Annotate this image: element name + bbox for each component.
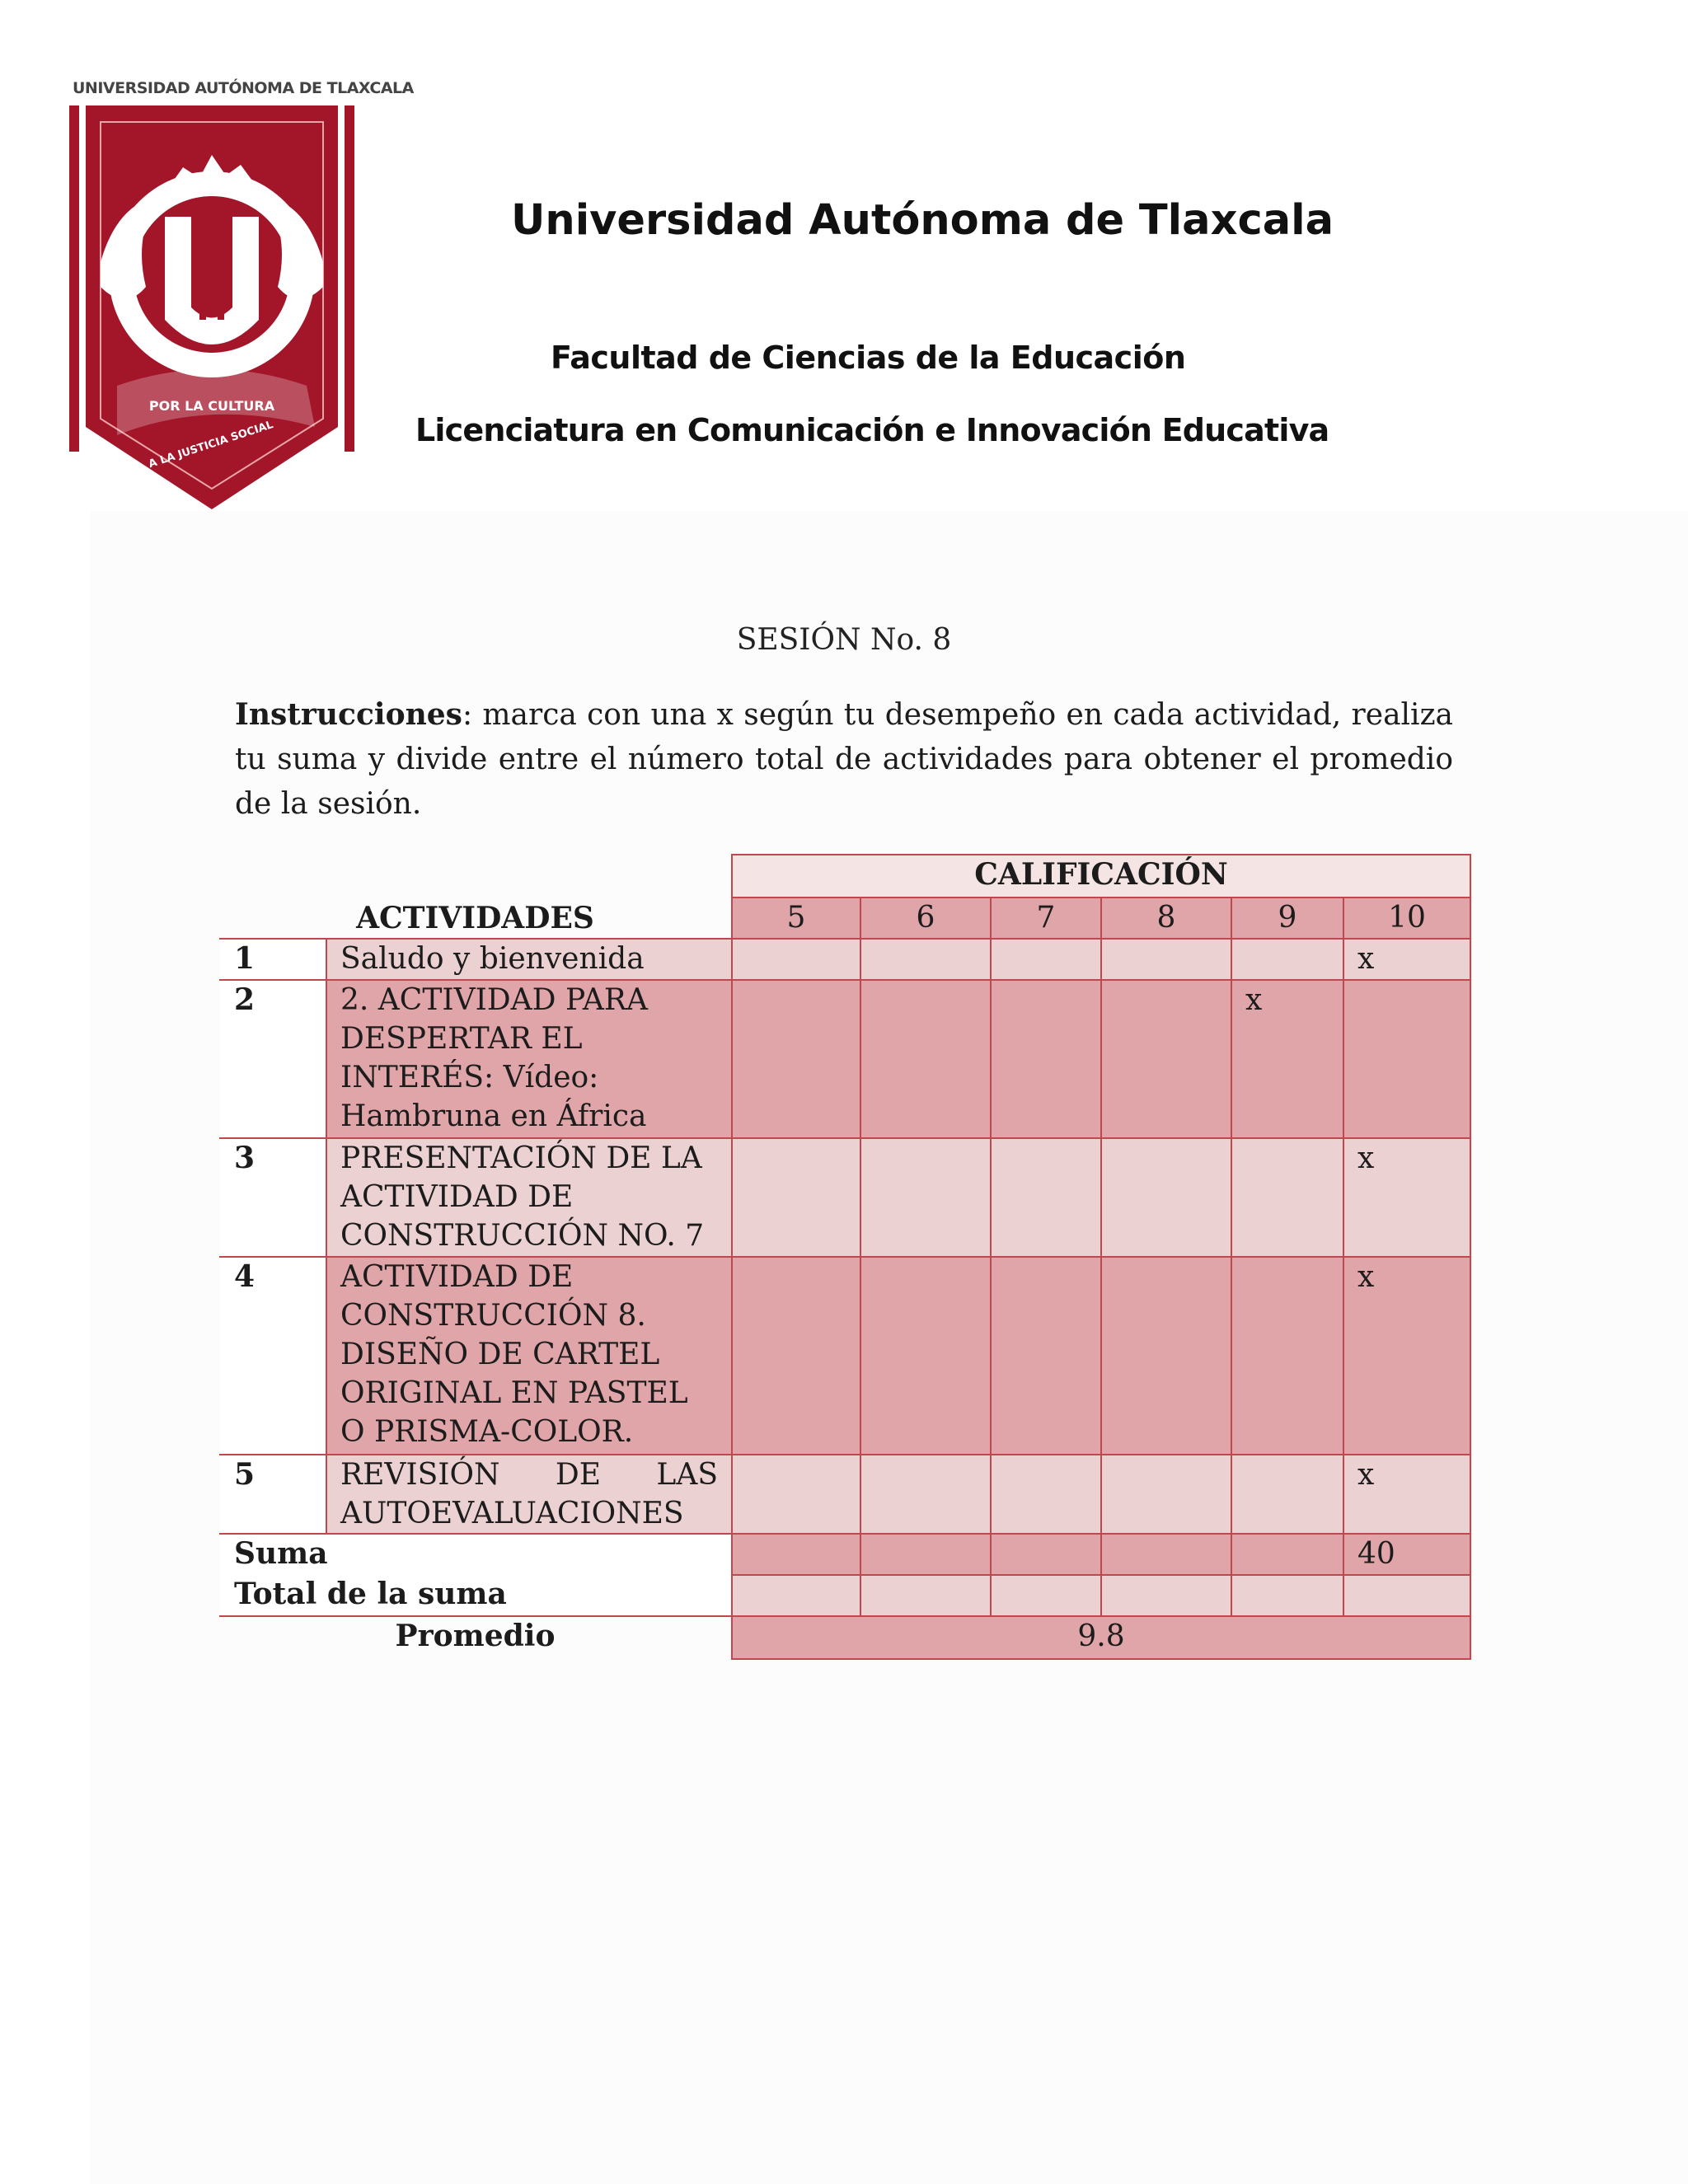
instructions-label: Instrucciones (235, 697, 462, 732)
sum-cell (860, 1534, 991, 1575)
grade-mark-cell[interactable] (860, 1138, 991, 1257)
sum-label: Suma (219, 1534, 732, 1575)
grade-mark-cell[interactable] (1101, 939, 1231, 980)
average-label: Promedio (395, 1619, 556, 1653)
sum-cell (991, 1534, 1101, 1575)
grade-mark-cell[interactable]: x (1343, 939, 1470, 980)
grade-column-header: 8 (1101, 898, 1231, 939)
grade-mark-cell[interactable]: x (1231, 980, 1343, 1138)
row-number: 5 (219, 1455, 326, 1534)
grade-mark-cell[interactable] (732, 980, 860, 1138)
grade-mark-cell[interactable] (1101, 1257, 1231, 1455)
total-cell (991, 1575, 1101, 1616)
grade-column-header: 10 (1343, 898, 1470, 939)
grade-mark-cell[interactable] (732, 1138, 860, 1257)
grade-mark-cell[interactable] (860, 1257, 991, 1455)
grade-mark-cell[interactable] (860, 1455, 991, 1534)
total-cell (860, 1575, 991, 1616)
table-row (219, 1257, 1470, 1455)
grade-mark-cell[interactable] (991, 980, 1101, 1138)
svg-text:A LA JUSTICIA SOCIAL: A LA JUSTICIA SOCIAL (147, 419, 275, 471)
total-label: Total de la suma (219, 1575, 732, 1616)
grade-mark-cell[interactable] (991, 1138, 1101, 1257)
grade-mark-cell[interactable]: x (1343, 1257, 1470, 1455)
activities-header: ACTIVIDADES (219, 855, 732, 939)
total-row (219, 1575, 1470, 1616)
activity-name: Saludo y bienvenida (326, 939, 732, 980)
grade-mark-cell[interactable] (732, 1455, 860, 1534)
grade-column-header: 9 (1231, 898, 1343, 939)
sum-row (219, 1534, 1470, 1575)
table-row (219, 939, 1470, 980)
grade-mark-cell[interactable] (1231, 939, 1343, 980)
shield-logo-icon (68, 73, 414, 518)
average-value: 9.8 (732, 1616, 1470, 1659)
grade-column-header: 6 (860, 898, 991, 939)
grade-mark-cell[interactable] (1231, 1138, 1343, 1257)
grade-mark-cell[interactable] (1101, 1455, 1231, 1534)
grade-mark-cell[interactable]: x (1343, 1455, 1470, 1534)
instructions-paragraph (235, 692, 1453, 827)
faculty-name: Facultad de Ciencias de la Educación (551, 340, 1186, 376)
sum-cell (732, 1534, 860, 1575)
row-number: 1 (219, 939, 326, 980)
total-cell (1231, 1575, 1343, 1616)
grade-mark-cell[interactable] (1101, 980, 1231, 1138)
grade-mark-cell[interactable] (860, 939, 991, 980)
table-row (219, 1138, 1470, 1257)
grade-mark-cell[interactable] (991, 1455, 1101, 1534)
grade-mark-cell[interactable] (732, 939, 860, 980)
degree-name: Licenciatura en Comunicación e Innovación Educativa (415, 412, 1329, 448)
grade-mark-cell[interactable] (860, 980, 991, 1138)
total-cell (1101, 1575, 1231, 1616)
row-number: 2 (219, 980, 326, 1138)
activity-name: ACTIVIDAD DE CONSTRUCCIÓN 8. DISEÑO DE CARTEL ORIGINAL EN PASTEL O PRISMA-COLOR. (326, 1257, 732, 1455)
sum-cell (1101, 1534, 1231, 1575)
grade-mark-cell[interactable] (1231, 1257, 1343, 1455)
svg-text:POR LA CULTURA: POR LA CULTURA (148, 398, 275, 414)
total-cell (732, 1575, 860, 1616)
average-row (219, 1616, 1470, 1659)
grade-mark-cell[interactable] (1231, 1455, 1343, 1534)
university-name: Universidad Autónoma de Tlaxcala (510, 196, 1334, 245)
row-number: 3 (219, 1138, 326, 1257)
grade-mark-cell[interactable] (1343, 980, 1470, 1138)
total-cell (1343, 1575, 1470, 1616)
sum-cell: 40 (1343, 1534, 1470, 1575)
grade-mark-cell[interactable] (732, 1257, 860, 1455)
activity-name: 2. ACTIVIDAD PARA DESPERTAR EL INTERÉS: Vídeo: Hambruna en África (326, 980, 732, 1138)
instructions-text: : marca con una x según tu desempeño en cada actividad, realiza tu suma y divide entre el número total de actividades para obtener el promedio de la sesión. (235, 698, 1453, 821)
grade-mark-cell[interactable]: x (1343, 1138, 1470, 1257)
grade-column-header: 5 (732, 898, 860, 939)
evaluation-table (219, 854, 1471, 1660)
grade-column-header: 7 (991, 898, 1101, 939)
sum-cell (1231, 1534, 1343, 1575)
grade-mark-cell[interactable] (991, 939, 1101, 980)
grade-header: CALIFICACIÓN (732, 855, 1470, 898)
grade-mark-cell[interactable] (1101, 1138, 1231, 1257)
session-title: SESIÓN No. 8 (736, 623, 952, 657)
activity-name: PRESENTACIÓN DE LA ACTIVIDAD DE CONSTRUCCIÓN NO. 7 (326, 1138, 732, 1257)
table-row (219, 1455, 1470, 1534)
table-row (219, 980, 1470, 1138)
activity-name: REVISIÓN DE LAS AUTOEVALUACIONES (326, 1455, 732, 1534)
grade-mark-cell[interactable] (991, 1257, 1101, 1455)
row-number: 4 (219, 1257, 326, 1455)
logo-caption: UNIVERSIDAD AUTÓNOMA DE TLAXCALA (73, 79, 414, 97)
